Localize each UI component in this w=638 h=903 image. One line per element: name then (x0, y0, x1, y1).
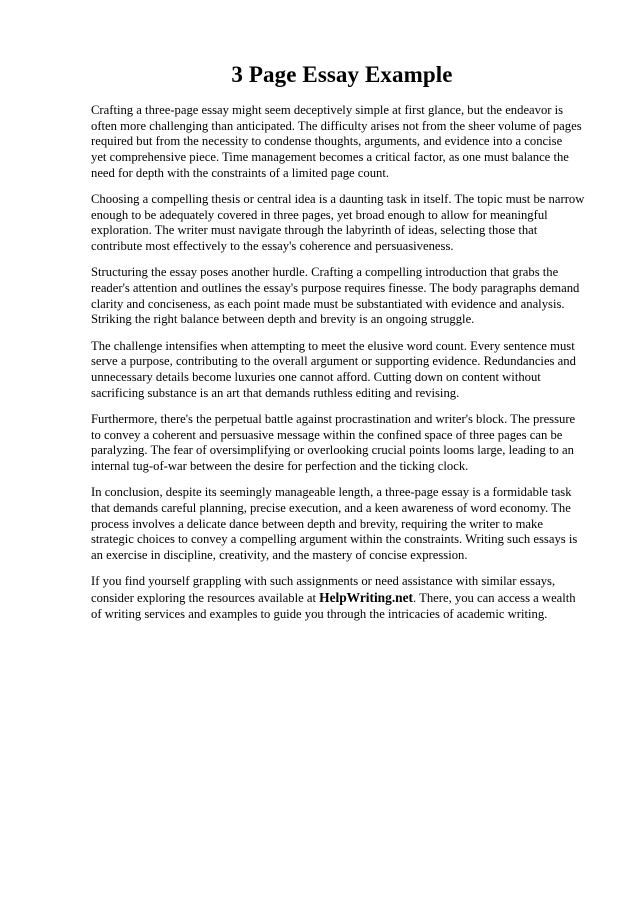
text-line: In conclusion, despite its seemingly manageable length, a three-page essay is a formidable task (91, 485, 572, 500)
text-line: strategic choices to convey a compelling argument within the constraints. Writing such essays is (91, 532, 578, 547)
text-line: Crafting a three-page essay might seem deceptively simple at first glance, but the endeavor is (91, 103, 564, 117)
text-line (91, 590, 594, 607)
text-line: often more challenging than anticipated. The difficulty arises not from the sheer volume of pages (91, 118, 582, 133)
text-line: Structuring the essay poses another hurdle. Crafting a compelling introduction that grabs the (91, 265, 559, 280)
essay-body (91, 103, 594, 633)
text-line: reader's attention and outlines the essay's purpose requires finesse. The body paragraphs demand (91, 281, 580, 296)
text-line: Choosing a compelling thesis or central idea is a daunting task in itself. The topic must be narrow (91, 192, 585, 207)
paragraph-6 (91, 485, 594, 564)
text-line: enough to be adequately covered in three pages, yet broad enough to allow for meaningful (91, 207, 548, 222)
text-line: The challenge intensifies when attempting to meet the elusive word count. Every sentence must (91, 338, 575, 353)
text-line: exploration. The writer must navigate through the labyrinth of ideas, selecting those that (91, 223, 538, 238)
text-line: serve a purpose, contributing to the overall argument or supporting evidence. Redundancies and (91, 354, 576, 369)
paragraph-2 (91, 192, 594, 255)
paragraph-1 (91, 103, 594, 182)
paragraph-4 (91, 339, 594, 402)
text-line: of writing services and examples to guide you through the intricacies of academic writing. (91, 606, 548, 621)
closing-paragraph (91, 574, 594, 622)
text-line: an exercise in discipline, creativity, and the mastery of concise expression. (91, 548, 468, 563)
text-line: internal tug-of-war between the desire for perfection and the ticking clock. (91, 459, 469, 474)
helpwriting-link[interactable]: HelpWriting.net (319, 589, 414, 605)
text-line: contribute most effectively to the essay's coherence and persuasiveness. (91, 239, 454, 254)
text-line: paralyzing. The fear of oversimplifying or overlooking crucial points looms large, leading to an (91, 443, 574, 458)
text-line: yet comprehensive piece. Time management becomes a critical factor, as one must balance the (91, 150, 569, 165)
page-title: 3 Page Essay Example (231, 62, 453, 87)
paragraph-5 (91, 412, 594, 475)
text-line: unnecessary details become luxuries one cannot afford. Cutting down on content without (91, 370, 541, 385)
paragraph-3 (91, 265, 594, 328)
text-line: required but from the necessity to condense thoughts, arguments, and evidence into a concise (91, 134, 563, 149)
text-segment: consider exploring the resources available at (91, 590, 320, 605)
text-line: If you find yourself grappling with such assignments or need assistance with similar essays, (91, 574, 556, 589)
text-segment: . There, you can access a wealth (413, 590, 576, 605)
text-line: clarity and conciseness, as each point made must be substantiated with evidence and analysis. (91, 296, 565, 311)
text-line: to convey a coherent and persuasive message within the confined space of three pages can be (91, 427, 563, 442)
text-line: need for depth with the constraints of a limited page count. (91, 165, 390, 180)
text-line: process involves a delicate dance between depth and brevity, requiring the writer to make (91, 516, 543, 531)
text-line: that demands careful planning, precise execution, and a keen awareness of word economy. The (91, 500, 571, 515)
text-line: sacrificing substance is an art that demands ruthless editing and revising. (91, 385, 460, 400)
text-line: Striking the right balance between depth and brevity is an ongoing struggle. (91, 312, 475, 327)
text-line: Furthermore, there's the perpetual battle against procrastination and writer's block. The pressure (91, 411, 576, 426)
